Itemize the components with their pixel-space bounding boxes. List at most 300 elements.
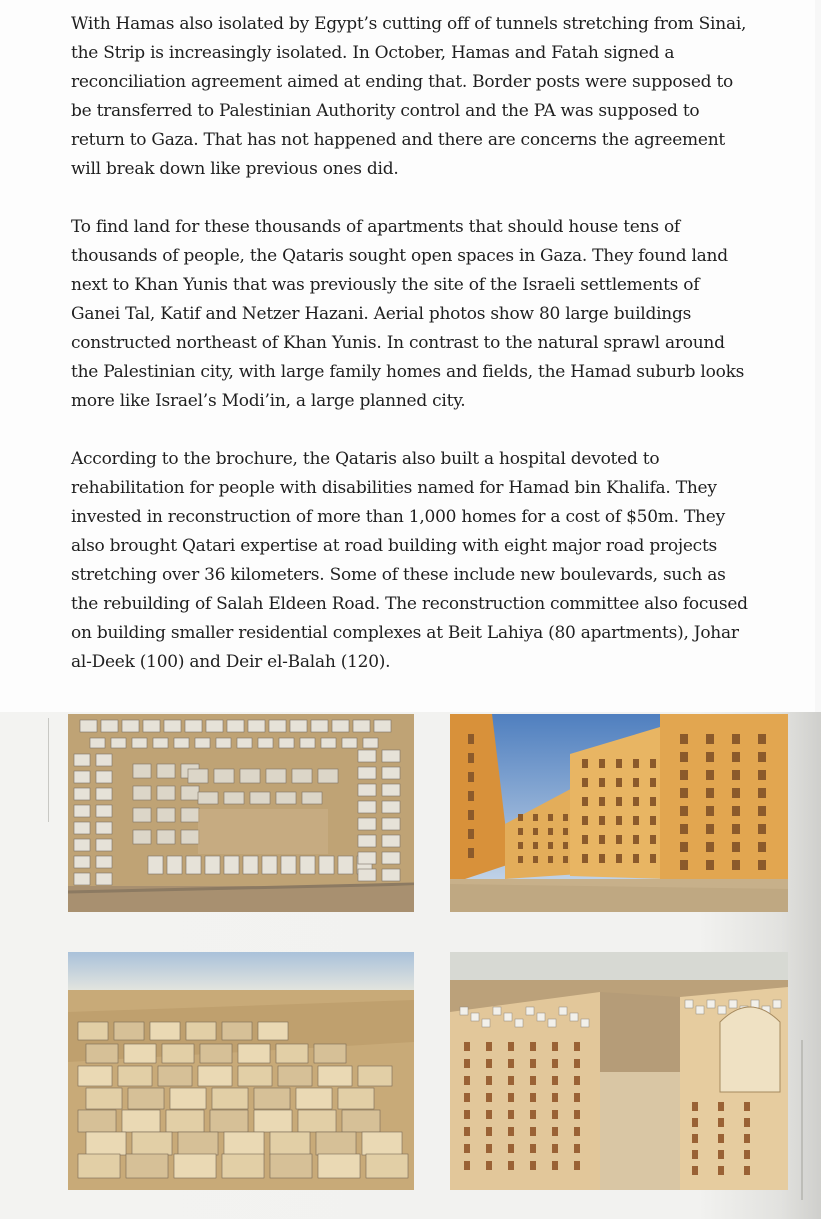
photo-detail [358,750,376,762]
photo-detail [74,805,90,817]
photo-detail [680,734,688,744]
photo-detail [157,786,175,800]
photo-detail [122,720,139,732]
photo-detail [482,1019,490,1027]
photo-detail [692,1118,698,1127]
photo-detail [633,797,639,806]
photo-detail [237,738,252,748]
photo-detail [533,828,538,835]
photo-detail [157,808,175,822]
photo-detail [311,720,328,732]
photo-detail [464,1127,470,1136]
photo-detail [758,842,766,852]
photo-detail [530,1127,536,1136]
page-edge [815,0,821,712]
photo-detail [143,720,160,732]
photo-detail [114,1022,144,1040]
photo-detail [318,1066,352,1086]
photo-detail [332,720,349,732]
courtyard-image [450,714,788,912]
photo-detail [563,828,568,835]
photo-detail [132,1132,172,1155]
photo-detail [270,1154,312,1178]
photo-detail [86,1044,118,1063]
photo-detail [515,1019,523,1027]
photo-detail [74,771,90,783]
photo-detail [680,752,688,762]
photo-detail [582,835,588,844]
photo-detail [178,1132,218,1155]
photo-detail [227,720,244,732]
photo-detail [382,852,400,864]
photo-detail [74,873,90,885]
scan-crease-left [48,718,49,822]
photo-detail [599,835,605,844]
photo-detail [732,860,740,870]
photo-detail [212,1088,248,1109]
photo-detail [266,769,286,783]
photo-detail [78,1022,108,1040]
photo-detail [552,1161,558,1170]
photo-detail [692,1134,698,1143]
photo-detail [548,856,553,863]
photo-detail [468,848,474,858]
photo-detail [706,788,714,798]
photo-detail [300,738,315,748]
photo-detail [243,856,258,874]
photo-detail [732,734,740,744]
photo-detail [198,1066,232,1086]
photo-detail [382,835,400,847]
photo-detail [468,810,474,820]
photo-detail [732,806,740,816]
photo-detail [111,738,126,748]
photo-detail [718,1006,726,1014]
photo-detail [530,1042,536,1051]
photo-detail [706,734,714,744]
photo-detail [758,824,766,834]
photo-detail [278,1066,312,1086]
photo-detail [382,784,400,796]
photo-detail [582,854,588,863]
photo-detail [680,770,688,780]
photo-detail [486,1161,492,1170]
photo-detail [74,822,90,834]
photo-detail [729,1000,737,1008]
photo-detail [382,767,400,779]
photo-detail [530,1161,536,1170]
rooftop-view-photo [450,952,788,1190]
photo-detail [680,842,688,852]
photo-detail [224,1132,264,1155]
photo-detail [744,1150,750,1159]
photo-detail [319,856,334,874]
photo-detail [718,1166,724,1175]
photo-detail [366,1154,408,1178]
photo-detail [552,1110,558,1119]
photo-detail [518,856,523,863]
photo-detail [744,1102,750,1111]
photo-detail [464,1093,470,1102]
photo-detail [758,734,766,744]
photo-detail [254,1088,290,1109]
photo-detail [486,1144,492,1153]
photo-detail [599,816,605,825]
photo-detail [342,738,357,748]
photo-detail [548,814,553,821]
photo-detail [90,738,105,748]
photo-detail [650,778,656,787]
photo-detail [599,759,605,768]
photo-detail [358,835,376,847]
photo-detail [486,1042,492,1051]
photo-detail [248,720,265,732]
photo-detail [574,1042,580,1051]
photo-detail [533,856,538,863]
photo-detail [732,752,740,762]
photo-detail [552,1059,558,1068]
photo-detail [214,769,234,783]
photo-detail [148,856,163,874]
photo-detail [128,1088,164,1109]
photo-detail [680,788,688,798]
photo-detail [504,1013,512,1021]
photo-detail [96,839,112,851]
photo-detail [533,814,538,821]
photo-detail [96,771,112,783]
photo-detail [574,1127,580,1136]
photo-detail [633,816,639,825]
photo-detail [186,1022,216,1040]
photo-detail [150,1022,180,1040]
photo-detail [338,1088,374,1109]
photo-detail [563,856,568,863]
photo-detail [74,856,90,868]
photo-detail [96,805,112,817]
photo-detail [732,788,740,798]
photo-detail [650,759,656,768]
photo-detail [616,797,622,806]
photo-detail [486,1093,492,1102]
photo-detail [530,1093,536,1102]
photo-detail [508,1059,514,1068]
photo-detail [599,854,605,863]
photo-detail [732,770,740,780]
photo-detail [650,854,656,863]
photo-detail [718,1102,724,1111]
photo-detail [508,1110,514,1119]
photo-detail [464,1042,470,1051]
photo-detail [133,764,151,778]
photo-detail [581,1019,589,1027]
photo-detail [758,806,766,816]
photo-detail [302,792,322,804]
photo-detail [633,854,639,863]
photo-detail [464,1161,470,1170]
photo-detail [358,818,376,830]
photo-detail [222,1154,264,1178]
photo-detail [574,1059,580,1068]
photo-detail [552,1076,558,1085]
photo-detail [574,1076,580,1085]
paragraph-land: To find land for these thousands of apartments that should house tens of thousands of people, the Qataris sought open spaces in Gaza. They found land next to Khan Yunis that was previously the site of the Israeli settlements of Ganei Tal, Katif and Netzer Hazani. Aerial photos show 80 large buildings constructed northeast of Khan Yunis. In contrast to the natural sprawl around the Palestinian city, with large family homes and fields, the Hamad suburb looks more like Israel’s Modi’in, a large planned city. [71,217,745,411]
photo-detail [318,1154,360,1178]
photo-detail [650,816,656,825]
photo-detail [508,1161,514,1170]
photo-detail [633,835,639,844]
photo-detail [616,835,622,844]
photo-detail [216,738,231,748]
photo-detail [582,778,588,787]
photo-detail [162,1044,194,1063]
photo-detail [157,830,175,844]
photo-detail [96,822,112,834]
photo-detail [342,1110,380,1132]
photo-detail [157,764,175,778]
photo-detail [262,856,277,874]
photo-detail [133,808,151,822]
photo-detail [122,1110,160,1132]
photo-detail [382,818,400,830]
photo-detail [518,814,523,821]
photo-detail [164,720,181,732]
photo-detail [692,1102,698,1111]
photo-detail [468,772,474,782]
photo-detail [166,1110,204,1132]
photo-detail [616,854,622,863]
photo-detail [96,873,112,885]
photo-detail [185,720,202,732]
photo-detail [468,829,474,839]
photo-detail [718,1134,724,1143]
photo-detail [101,720,118,732]
photo-detail [548,1019,556,1027]
photo-detail [508,1093,514,1102]
photo-detail [206,720,223,732]
aerial-oblique-photo [68,952,414,1190]
photo-detail [238,1044,270,1063]
photo-detail [281,856,296,874]
photo-detail [86,1132,126,1155]
photo-detail [316,1132,356,1155]
photo-detail [270,1132,310,1155]
photo-detail [298,1110,336,1132]
photo-detail [222,1022,252,1040]
photo-detail [582,816,588,825]
photo-detail [680,824,688,834]
photo-detail [296,1088,332,1109]
photo-detail [205,856,220,874]
photo-detail [167,856,182,874]
photo-detail [96,856,112,868]
photo-detail [181,808,199,822]
photo-detail [744,1166,750,1175]
photo-detail [548,828,553,835]
photo-detail [358,869,376,881]
photo-detail [464,1059,470,1068]
photo-detail [181,786,199,800]
photo-detail [74,754,90,766]
photo-detail [732,824,740,834]
photo-detail [616,816,622,825]
photo-detail [574,1110,580,1119]
photo-detail [158,1066,192,1086]
photo-detail [250,792,270,804]
photo-detail [200,1044,232,1063]
photo-detail [706,860,714,870]
photo-detail [508,1042,514,1051]
photo-detail [181,830,199,844]
photo-detail [616,778,622,787]
photo-detail [718,1150,724,1159]
photo-detail [486,1110,492,1119]
photo-detail [563,814,568,821]
photo-detail [358,852,376,864]
photo-detail [773,1000,781,1008]
photo-detail [224,856,239,874]
photo-detail [338,856,353,874]
photo-detail [238,1066,272,1086]
photo-detail [133,786,151,800]
photo-detail [318,769,338,783]
photo-detail [80,720,97,732]
photo-detail [254,1110,292,1132]
photo-detail [96,788,112,800]
photo-detail [358,767,376,779]
photo-detail [599,797,605,806]
photo-detail [744,1134,750,1143]
photo-detail [508,1076,514,1085]
photo-detail [468,791,474,801]
photo-detail [680,860,688,870]
photo-detail [78,1154,120,1178]
photo-detail [570,1013,578,1021]
photo-detail [382,801,400,813]
photo-detail [198,792,218,804]
photo-detail [382,750,400,762]
photo-detail [508,1144,514,1153]
photo-detail [685,1000,693,1008]
photo-detail [86,1088,122,1109]
photo-detail [732,842,740,852]
photo-detail [574,1093,580,1102]
photo-detail [548,842,553,849]
photo-detail [276,1044,308,1063]
photo-detail [314,1044,346,1063]
photo-detail [574,1144,580,1153]
photo-detail [133,830,151,844]
photo-detail [174,1154,216,1178]
photo-detail [530,1110,536,1119]
photo-detail [276,792,296,804]
photo-detail [552,1127,558,1136]
photo-detail [78,1066,112,1086]
photo-detail [493,1007,501,1015]
photo-detail [530,1059,536,1068]
photo-detail [518,842,523,849]
photo-detail [471,1013,479,1021]
aerial-overhead-image [68,714,414,912]
photo-detail [74,839,90,851]
photo-detail [118,1066,152,1086]
scan-crease-right [801,1040,803,1200]
photo-detail [153,738,168,748]
photo-detail [530,1076,536,1085]
photo-detail [706,842,714,852]
photo-detail [758,860,766,870]
photo-detail [758,752,766,762]
photo-detail [486,1059,492,1068]
photo-detail [358,784,376,796]
photo-detail [552,1093,558,1102]
photo-detail [224,792,244,804]
photo-detail [692,1150,698,1159]
photo-detail [374,720,391,732]
photo-detail [362,1132,402,1155]
photo-detail [537,1013,545,1021]
photo-detail [706,752,714,762]
photo-detail [290,720,307,732]
photo-detail [279,738,294,748]
photo-detail [696,1006,704,1014]
photo-detail [186,856,201,874]
photo-detail [599,778,605,787]
courtyard-street-level-photo [450,714,788,912]
rooftop-image [450,952,788,1190]
photo-detail [464,1110,470,1119]
photo-detail [174,738,189,748]
photo-detail [292,769,312,783]
photo-detail [706,770,714,780]
photo-detail [258,1022,288,1040]
photo-detail [692,1166,698,1175]
photo-detail [706,806,714,816]
photo-detail [96,754,112,766]
aerial-overhead-photo [68,714,414,912]
photo-detail [321,738,336,748]
photo-detail [353,720,370,732]
oblique-aerial-image [68,952,414,1190]
photo-detail [758,770,766,780]
photo-detail [363,738,378,748]
photo-detail [74,788,90,800]
photo-detail [552,1042,558,1051]
paragraph-brochure: According to the brochure, the Qataris also built a hospital devoted to rehabilitation for people with disabilities named for Hamad bin Khalifa. They invested in reconstruction of more than 1,000 homes for a cost of $50m. They also brought Qatari expertise at road building with eight major road projects stretching over 36 kilometers. Some of these include new boulevards, such as the rebuilding of Salah Eldeen Road. The reconstruction committee also focused on building smaller residential complexes at Beit Lahiya (80 apartments), Johar al-Deek (100) and Deir el-Balah (120). [71,449,748,672]
photo-detail [508,1127,514,1136]
photo-detail [464,1076,470,1085]
photo-detail [633,778,639,787]
photo-detail [650,797,656,806]
photo-detail [616,759,622,768]
photo-detail [170,1088,206,1109]
photo-detail [468,753,474,763]
article-body [71,10,751,706]
photo-detail [358,801,376,813]
photo-detail [464,1144,470,1153]
photo-detail [582,797,588,806]
photo-detail [650,835,656,844]
photo-detail [78,1110,116,1132]
photo-detail [563,842,568,849]
photo-detail [758,788,766,798]
photo-detail [210,1110,248,1132]
photo-detail [706,824,714,834]
photo-detail [195,738,210,748]
photo-detail [518,828,523,835]
photo-detail [526,1007,534,1015]
photo-detail [124,1044,156,1063]
photo-detail [486,1127,492,1136]
